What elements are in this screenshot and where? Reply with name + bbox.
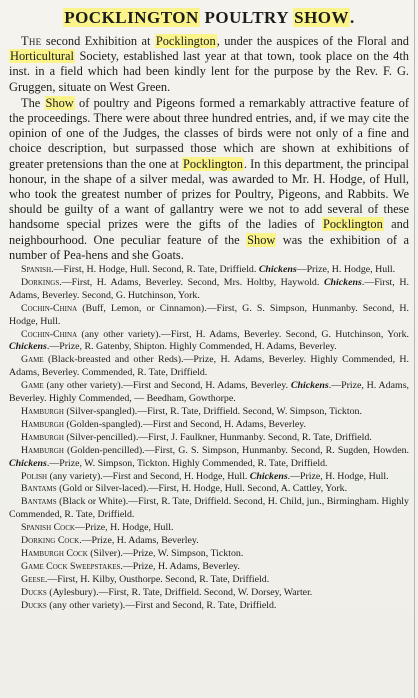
entry-text: .—Prize, H. Adams, Beverley. — [79, 535, 199, 547]
entry-class-name: Hamburgh Cock — [21, 547, 88, 559]
intro-highlight-horticultural: Horticultural — [10, 49, 74, 64]
prize-entry — [9, 587, 409, 600]
entry-text: (Golden-spangled).—First and Second, H. Adams, Beverley. — [63, 418, 306, 430]
entry-class-name: Hamburgh — [21, 418, 64, 430]
entry-chickens-text: .—Prize, H. Hodge, Hull. — [287, 470, 389, 482]
entry-chickens-label: Chickens — [290, 380, 329, 392]
show-text-0: The — [21, 95, 45, 110]
prize-entry — [9, 535, 409, 548]
entry-chickens-label: Chickens — [323, 276, 362, 288]
entry-text: (Silver).—Prize, W. Simpson, Tickton. — [87, 547, 244, 559]
title-highlight-show: SHOW — [294, 8, 350, 27]
title-period: . — [350, 8, 355, 27]
entry-text: (any other variety).—First, H. Adams, Beverley. Second, G. Hutchinson, York. — [77, 328, 409, 340]
prize-entry — [9, 600, 409, 613]
column-rule — [414, 0, 415, 698]
prize-entry — [9, 561, 409, 574]
entry-class-name: Geese — [21, 573, 45, 585]
entry-class-name: Dorkings — [21, 276, 60, 288]
prize-entry — [9, 445, 409, 471]
entry-chickens-label: Chickens — [9, 341, 47, 353]
show-highlight-show-1: Show — [45, 95, 74, 110]
entry-text: (Golden-pencilled).—First, G. S. Simpson, Hunmanby. Second, R. Sugden, Howden. — [63, 444, 409, 456]
entry-chickens-label: Chickens — [9, 457, 47, 469]
prize-entry — [9, 522, 409, 535]
entry-text: (Black-breasted and other Reds).—Prize, H. Adams, Beverley. Highly Commended, H. Adams, Beverley. Commended, R. Tate, Driffield. — [9, 354, 409, 379]
show-highlight-pocklington-2: Pocklington — [322, 217, 383, 232]
show-paragraph — [9, 96, 409, 263]
entry-chickens-label: Chickens — [258, 264, 297, 276]
entry-class-name: Cochin-China — [21, 302, 78, 314]
entry-text: .—First, H. Adams, Beverley. Second, Mrs. Holtby, Haywold. — [59, 276, 324, 288]
prize-entry — [9, 496, 409, 522]
entry-chickens-text: .—Prize, W. Simpson, Tickton. Highly Commended, R. Tate, Driffield. — [46, 457, 328, 469]
prize-entry — [9, 329, 409, 355]
prize-entry — [9, 548, 409, 561]
entry-text: (Gold or Silver-laced).—First, H. Hodge, Hull. Second, A. Cattley, York. — [56, 483, 348, 495]
prize-entry — [9, 277, 409, 303]
entry-text: —Prize, H. Hodge, Hull. — [74, 522, 174, 534]
prize-entry — [9, 380, 409, 406]
prize-entry — [9, 432, 409, 445]
entry-chickens-text: —Prize, H. Hodge, Hull. — [296, 264, 396, 276]
intro-highlight-pocklington: Pocklington — [155, 34, 216, 48]
show-highlight-pocklington-1: Pocklington — [183, 156, 243, 171]
intro-text-2: , under the auspices of the Floral and — [216, 34, 409, 48]
show-text-1: of poultry and Pigeons formed a remarkably attractive feature of the proceedings. There were about three hundred entries, and, if we may cite the opinion of one of the Judges, the classes of birds were not only of a fine and choice description, but surpassed those which are shown at exhibitions of greater pretensions than the one at — [9, 95, 409, 171]
prize-entry — [9, 264, 409, 277]
entry-class-name: Hamburgh — [21, 406, 64, 418]
prize-entry — [9, 483, 409, 496]
intro-paragraph — [9, 34, 409, 95]
prize-entry — [9, 303, 409, 329]
entry-class-name: Game — [21, 380, 44, 392]
entry-text: (Buff, Lemon, or Cinnamon).—First, G. S. Simpson, Hunmanby. Second, H. Hodge, Hull. — [9, 302, 409, 327]
title-mid: POULTRY — [199, 8, 294, 27]
intro-text-3: Society, established last year at that town, took place on the 4th inst. in a field which had been kindly lent for the purpose by the Rev. F. G. Gruggen, situate on West Green. — [9, 49, 409, 94]
entry-text: .—Prize, H. Adams, Beverley. — [120, 560, 240, 572]
entry-text: .—First, H. Kilby, Ousthorpe. Second, R. Tate, Driffield. — [44, 573, 270, 585]
entry-text: .—First, H. Hodge, Hull. Second, R. Tate, Driffield. — [51, 264, 259, 276]
entry-class-name: Hamburgh — [21, 431, 64, 443]
entry-class-name: Ducks — [21, 586, 47, 598]
entry-class-name: Bantams — [21, 496, 57, 508]
entry-class-name: Hamburgh — [21, 444, 64, 456]
entry-text: (Black or White).—First, R. Tate, Driffield. Second, H. Child, jun., Birmingham. Highly Commended, R. Tate, Driffield. — [9, 496, 409, 521]
prize-entry — [9, 419, 409, 432]
prize-entry — [9, 354, 409, 380]
article-title — [9, 8, 409, 28]
entry-chickens-text: .—Prize, H. Adams, Beverley. Highly Commended, — Beedham, Gowthorpe. — [9, 380, 409, 405]
prize-entry — [9, 574, 409, 587]
entry-text: (Silver-pencilled).—First, J. Faulkner, Hunmanby. Second, R. Tate, Driffield. — [63, 431, 372, 443]
entry-class-name: Ducks — [21, 599, 47, 611]
prize-entry — [9, 406, 409, 419]
show-text-4: was the exhibition of a number of Pea-hens and she Goats. — [9, 232, 409, 262]
entry-class-name: Spanish Cock — [21, 522, 75, 534]
entry-chickens-text: .—First, H. Adams, Beverley. Second, G. Hutchinson, York. — [9, 276, 409, 301]
entry-class-name: Bantams — [21, 483, 57, 495]
entry-chickens-text: .—Prize, R. Gatenby, Shipton. Highly Commended, H. Adams, Beverley. — [46, 341, 337, 353]
entry-text: (any variety).—First and Second, H. Hodge, Hull. — [47, 470, 250, 482]
show-text-3: and neighbourhood. One peculiar feature of the — [9, 217, 409, 247]
entry-text: (any other variety).—First and Second, R. Tate, Driffield. — [46, 599, 277, 611]
entry-text: (any other variety).—First and Second, H. Adams, Beverley. — [43, 380, 291, 392]
entry-class-name: Dorking Cock — [21, 535, 80, 547]
entry-class-name: Cochin-China — [21, 328, 78, 340]
entry-class-name: Game Cock Sweepstakes — [21, 560, 121, 572]
entry-class-name: Spanish — [21, 264, 52, 276]
intro-text-1: second Exhibition at — [41, 34, 155, 48]
prize-list — [9, 264, 409, 612]
entry-text: (Aylesbury).—First, R. Tate, Driffield. Second, W. Dorsey, Warter. — [46, 586, 313, 598]
entry-class-name: Polish — [21, 470, 48, 482]
title-highlight-pocklington: POCKLINGTON — [64, 8, 199, 27]
entry-chickens-label: Chickens — [249, 470, 288, 482]
show-text-2: . In this department, the principal honour, in the shape of a silver medal, was awarded to Mr. H. Hodge, of Hull, who took the greatest number of prizes for Poultry, Pigeons, and Rabbits. We should be guilty of a want of gallantry were we not to add several of these handsome special prizes were the gifts of the ladies of — [9, 156, 409, 232]
show-highlight-show-2: Show — [247, 232, 276, 247]
entry-class-name: Game — [21, 354, 44, 366]
entry-text: (Silver-spangled).—First, R. Tate, Driffield. Second, W. Simpson, Tickton. — [63, 406, 362, 418]
prize-entry — [9, 471, 409, 484]
intro-lead-word: The — [21, 34, 42, 48]
